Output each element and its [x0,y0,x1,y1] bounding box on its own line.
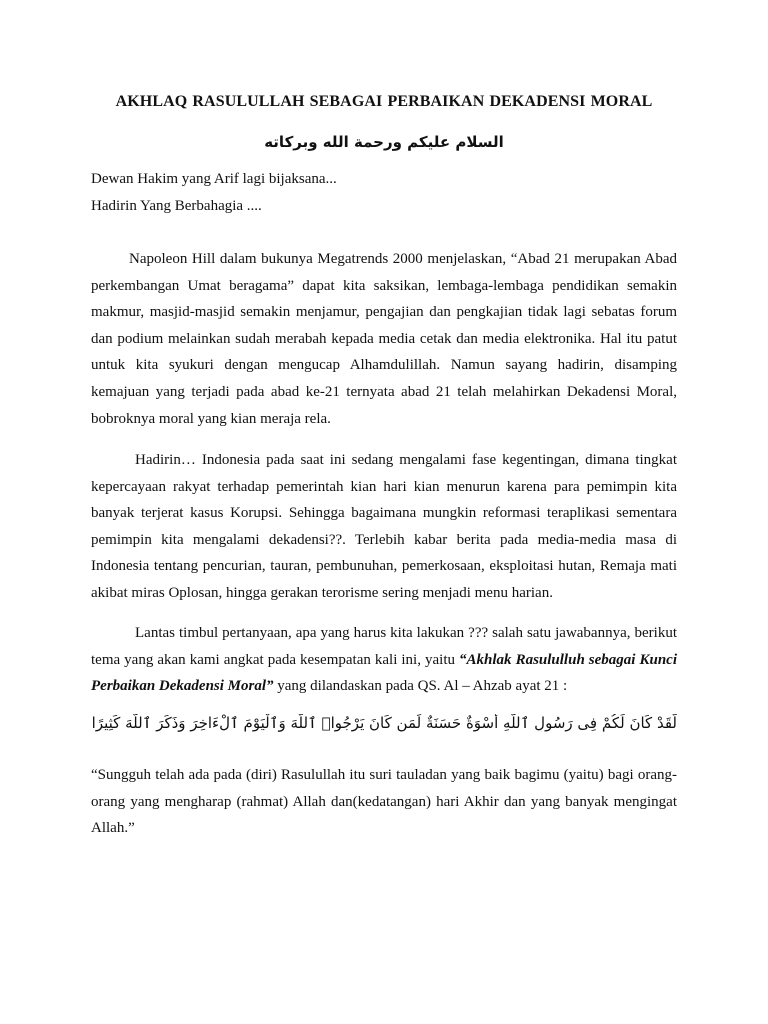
theme-emphasis: “Akhlak Rasululluh sebagai Kunci Perbaikan Dekadensi Moral” [91,651,678,695]
paragraph-2: Hadirin… Indonesia pada saat ini sedang mengalami fase kegentingan, dimana tingkat kepercayaan rakyat terhadap pemerintah kian hari kian menurun karena para pemimpin kita banyak terjerat kasus Korupsi. Sehingga bagaimana mungkin reformasi teraplikasi sementara pemimpin kita mengalami dekadensi??. Terlebih kabar berita pada media-media masa di Indonesia tentang pencurian, tauran, pembunuhan, pemerkosaan, eksploitasi hutan, Remaja mati akibat miras Oplosan, hingga gerakan terorisme sering menjadi menu harian. [91,452,677,601]
paragraph-1: Napoleon Hill dalam bukunya Megatrends 2000 menjelaskan, “Abad 21 merupakan Abad perkembangan Umat beragama” dapat kita saksikan, lembaga-lembaga pendidikan semakin makmur, masjid-masjid semakin menjamur, pengajian dan pengkajian tidak lagi sebatas forum dan podium melainkan sudah merabah kepada media cetak dan media elektronika. Hal itu patut untuk kita syukuri dengan mengucap Alhamdulillah. Namun sayang hadirin, disamping kemajuan yang terjadi pada abad ke-21 ternyata abad 21 telah melahirkan Dekadensi Moral, bobroknya moral yang kian meraja rela. [91,251,677,427]
salam-greeting: السلام عليكم ورحمة الله وبركاته [264,133,504,151]
paragraph-3-start: Lantas timbul pertanyaan, apa yang harus kita lakukan ??? salah satu jawabannya, berikut tema yang akan kami angkat pada kesempatan kali ini, yaitu [91,625,677,668]
greeting-line-2: Hadirin Yang Berbahagia .... [91,198,262,214]
document-title: AKHLAQ RASULULLAH SEBAGAI PERBAIKAN DEKADENSI MORAL [115,93,653,110]
quran-verse: لَّقَدْ كَانَ لَكُمْ فِى رَسُولِ ٱللَّهِ أُسْوَةٌ حَسَنَةٌ لِّمَن كَانَ يَرْجُوا۟ ٱللَّهَ وَٱلْيَوْمَ ٱلْءَاخِرَ وَذَكَرَ ٱللَّهَ كَثِيرًا [91,714,677,732]
greeting-line-1: Dewan Hakim yang Arif lagi bijaksana... [91,171,337,187]
paragraph-3 [91,620,677,700]
paragraph-3-end: yang dilandaskan pada QS. Al – Ahzab ayat 21 : [273,678,568,695]
verse-translation: “Sungguh telah ada pada (diri) Rasulullah itu suri tauladan yang baik bagimu (yaitu) bagi orang-orang yang mengharap (rahmat) Allah dan(kedatangan) hari Akhir dan yang banyak mengingat Allah.” [91,767,677,837]
